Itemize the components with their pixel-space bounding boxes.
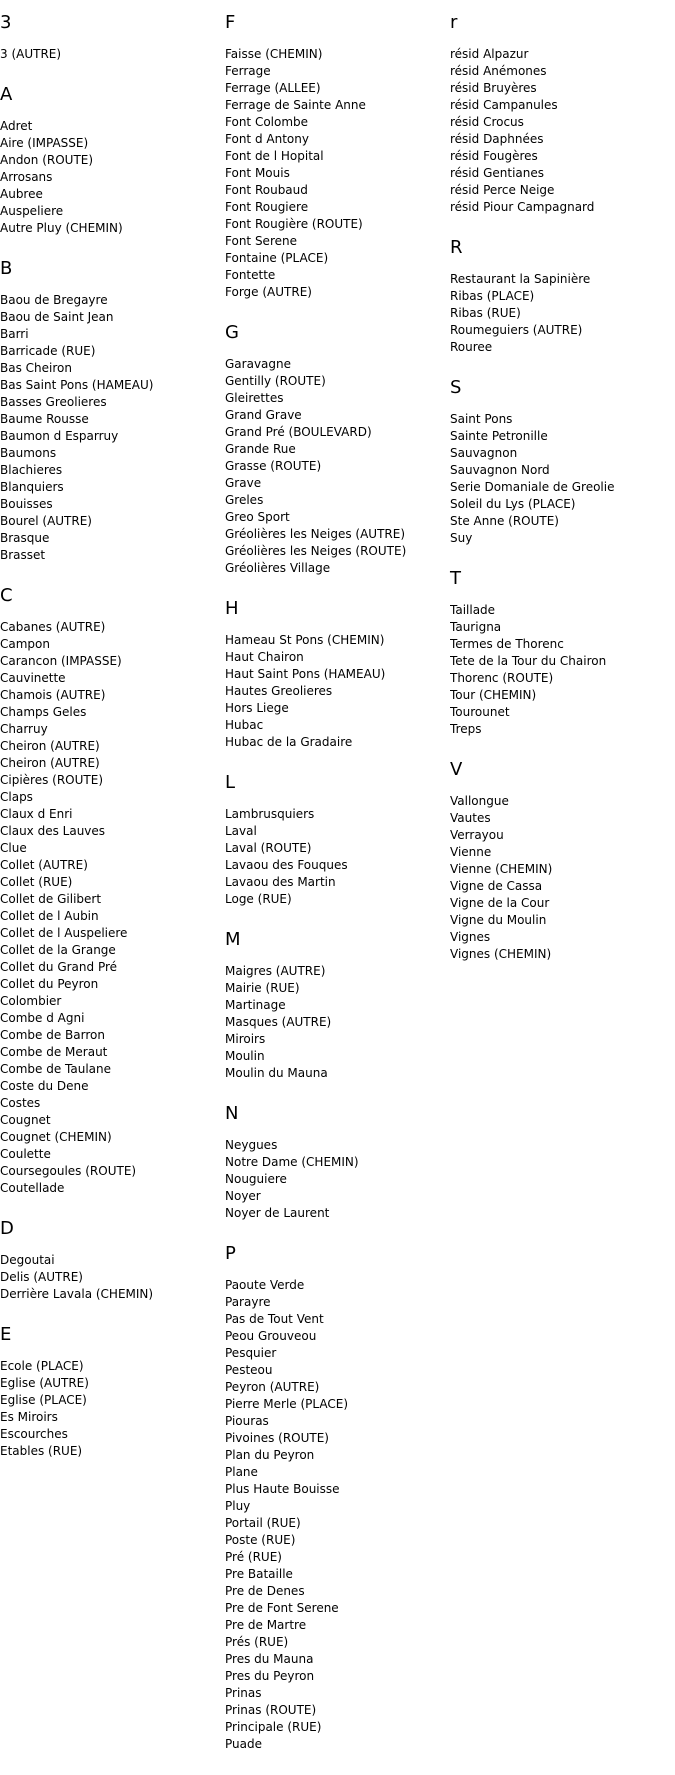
street-item[interactable]: Claux d Enri xyxy=(0,807,73,821)
section-letter: C xyxy=(0,585,13,606)
letter-group xyxy=(225,1104,450,1222)
street-item[interactable]: Prés (RUE) xyxy=(225,1635,289,1649)
street-item[interactable]: Collet (AUTRE) xyxy=(0,858,88,872)
letter-group xyxy=(450,238,675,356)
street-item[interactable]: Grave xyxy=(225,476,262,490)
street-item[interactable]: Bas Saint Pons (HAMEAU) xyxy=(0,378,154,392)
street-item[interactable]: Clue xyxy=(0,841,27,855)
street-item[interactable]: résid Campanules xyxy=(450,98,558,112)
street-item[interactable]: Laval (ROUTE) xyxy=(225,841,312,855)
street-item[interactable]: Prinas xyxy=(225,1686,262,1700)
street-item[interactable]: Noyer de Laurent xyxy=(225,1206,330,1220)
street-item[interactable]: Taillade xyxy=(450,603,496,617)
street-item[interactable]: Faisse (CHEMIN) xyxy=(225,47,323,61)
street-item[interactable]: Thorenc (ROUTE) xyxy=(450,671,554,685)
street-item[interactable]: Autre Pluy (CHEMIN) xyxy=(0,221,123,235)
street-item[interactable]: Grande Rue xyxy=(225,442,296,456)
street-item[interactable]: Barri xyxy=(0,327,29,341)
column-2 xyxy=(225,0,450,1775)
letter-group xyxy=(225,599,450,751)
street-item[interactable]: Pas de Tout Vent xyxy=(225,1312,324,1326)
street-item[interactable]: Gréolières les Neiges (AUTRE) xyxy=(225,527,406,541)
street-item[interactable]: Collet de Gilibert xyxy=(0,892,102,906)
street-item[interactable]: Lambrusquiers xyxy=(225,807,315,821)
street-item[interactable]: Piouras xyxy=(225,1414,269,1428)
street-item[interactable]: Font Roubaud xyxy=(225,183,308,197)
street-item[interactable]: Tete de la Tour du Chairon xyxy=(450,654,607,668)
section-letter: R xyxy=(450,237,463,258)
street-item[interactable]: Vallongue xyxy=(450,794,509,808)
street-item[interactable]: Combe de Barron xyxy=(0,1028,105,1042)
street-item[interactable]: résid Alpazur xyxy=(450,47,529,61)
letter-group xyxy=(0,85,225,237)
section-letter: S xyxy=(450,377,462,398)
letter-group xyxy=(0,1219,225,1303)
street-item[interactable]: Font Mouis xyxy=(225,166,290,180)
street-item[interactable]: Pesquier xyxy=(225,1346,277,1360)
street-item[interactable]: Carancon (IMPASSE) xyxy=(0,654,122,668)
street-item[interactable]: Cheiron (AUTRE) xyxy=(0,756,100,770)
street-item[interactable]: Vignes (CHEMIN) xyxy=(450,947,552,961)
street-item[interactable]: Pierre Merle (PLACE) xyxy=(225,1397,348,1411)
street-item[interactable]: Vigne de Cassa xyxy=(450,879,543,893)
street-item[interactable]: Hubac de la Gradaire xyxy=(225,735,353,749)
street-item[interactable]: Aire (IMPASSE) xyxy=(0,136,89,150)
street-item[interactable]: Arrosans xyxy=(0,170,53,184)
street-item[interactable]: Portail (RUE) xyxy=(225,1516,301,1530)
letter-group xyxy=(0,586,225,1197)
letter-group xyxy=(450,569,675,738)
street-item[interactable]: Greles xyxy=(225,493,264,507)
street-item[interactable]: Brasque xyxy=(0,531,50,545)
street-item[interactable]: Baumon d Esparruy xyxy=(0,429,119,443)
street-item[interactable]: Plan du Peyron xyxy=(225,1448,315,1462)
street-item[interactable]: Treps xyxy=(450,722,482,736)
street-item[interactable]: résid Bruyères xyxy=(450,81,537,95)
street-item[interactable]: Adret xyxy=(0,119,33,133)
street-item[interactable]: Coursegoules (ROUTE) xyxy=(0,1164,137,1178)
street-item[interactable]: Vautes xyxy=(450,811,491,825)
street-item[interactable]: Font Serene xyxy=(225,234,297,248)
street-item[interactable]: Nouguiere xyxy=(225,1172,287,1186)
street-item[interactable]: Cabanes (AUTRE) xyxy=(0,620,106,634)
street-item[interactable]: Degoutai xyxy=(0,1253,55,1267)
street-item[interactable]: Moulin du Mauna xyxy=(225,1066,328,1080)
street-item[interactable]: Termes de Thorenc xyxy=(450,637,564,651)
street-item[interactable]: Grand Grave xyxy=(225,408,302,422)
street-item[interactable]: Cipières (ROUTE) xyxy=(0,773,104,787)
street-item[interactable]: Puade xyxy=(225,1737,262,1751)
street-item[interactable]: Poste (RUE) xyxy=(225,1533,296,1547)
street-item[interactable]: Pres du Mauna xyxy=(225,1652,314,1666)
column-3 xyxy=(450,0,675,985)
street-item[interactable]: Charruy xyxy=(0,722,48,736)
section-letter: H xyxy=(225,598,239,619)
street-item[interactable]: Sauvagnon xyxy=(450,446,518,460)
street-item[interactable]: Vienne (CHEMIN) xyxy=(450,862,553,876)
street-item[interactable]: Baou de Saint Jean xyxy=(0,310,114,324)
letter-group xyxy=(450,760,675,963)
street-item[interactable]: Andon (ROUTE) xyxy=(0,153,94,167)
street-item[interactable]: Neygues xyxy=(225,1138,278,1152)
street-item[interactable]: Miroirs xyxy=(225,1032,266,1046)
street-item[interactable]: Bourel (AUTRE) xyxy=(0,514,92,528)
street-item[interactable]: Combe d Agni xyxy=(0,1011,85,1025)
street-item[interactable]: Font Rougière (ROUTE) xyxy=(225,217,363,231)
street-item[interactable]: Lavaou des Fouques xyxy=(225,858,348,872)
street-item[interactable]: Collet (RUE) xyxy=(0,875,73,889)
street-item[interactable]: résid Crocus xyxy=(450,115,524,129)
street-item[interactable]: Coste du Dene xyxy=(0,1079,89,1093)
street-item[interactable]: Pluy xyxy=(225,1499,251,1513)
street-item[interactable]: Eglise (AUTRE) xyxy=(0,1376,89,1390)
street-item[interactable]: Forge (AUTRE) xyxy=(225,285,312,299)
street-item[interactable]: Saint Pons xyxy=(450,412,513,426)
section-letter: r xyxy=(450,12,458,33)
street-item[interactable]: Coulette xyxy=(0,1147,51,1161)
street-item[interactable]: Martinage xyxy=(225,998,286,1012)
street-item[interactable]: Gréolières Village xyxy=(225,561,331,575)
street-item[interactable]: Restaurant la Sapinière xyxy=(450,272,591,286)
street-item[interactable]: Collet de l Auspeliere xyxy=(0,926,128,940)
street-item[interactable]: Ribas (RUE) xyxy=(450,306,521,320)
street-item[interactable]: Font de l Hopital xyxy=(225,149,324,163)
street-item[interactable]: Etables (RUE) xyxy=(0,1444,83,1458)
street-item[interactable]: Bouisses xyxy=(0,497,53,511)
street-item[interactable]: Combe de Taulane xyxy=(0,1062,112,1076)
letter-group xyxy=(450,378,675,547)
letter-group xyxy=(0,1325,225,1460)
street-item[interactable]: Bas Cheiron xyxy=(0,361,72,375)
street-item[interactable]: Collet de l Aubin xyxy=(0,909,99,923)
letter-group xyxy=(450,13,675,216)
street-item[interactable]: Ferrage de Sainte Anne xyxy=(225,98,366,112)
street-item[interactable]: Cauvinette xyxy=(0,671,66,685)
street-item[interactable]: Principale (RUE) xyxy=(225,1720,322,1734)
section-letter: L xyxy=(225,772,236,793)
street-item[interactable]: Ste Anne (ROUTE) xyxy=(450,514,559,528)
street-item[interactable]: Hors Liege xyxy=(225,701,289,715)
street-item[interactable]: Pivoines (ROUTE) xyxy=(225,1431,329,1445)
street-item[interactable]: Lavaou des Martin xyxy=(225,875,336,889)
street-item[interactable]: Derrière Lavala (CHEMIN) xyxy=(0,1287,154,1301)
street-item[interactable]: Vienne xyxy=(450,845,492,859)
street-item[interactable]: Pre Bataille xyxy=(225,1567,293,1581)
street-item[interactable]: Pres du Peyron xyxy=(225,1669,315,1683)
letter-group xyxy=(0,13,225,63)
street-item[interactable]: résid Daphnées xyxy=(450,132,544,146)
street-item[interactable]: résid Fougères xyxy=(450,149,538,163)
letter-group xyxy=(225,13,450,301)
street-item[interactable]: Blanquiers xyxy=(0,480,64,494)
street-item[interactable]: Taurigna xyxy=(450,620,502,634)
section-letter: 3 xyxy=(0,12,12,33)
section-letter: E xyxy=(0,1324,12,1345)
letter-group xyxy=(0,259,225,564)
letter-group xyxy=(225,1244,450,1753)
section-letter: V xyxy=(450,759,463,780)
street-item[interactable]: Ecole (PLACE) xyxy=(0,1359,84,1373)
street-item[interactable]: Tourounet xyxy=(450,705,510,719)
street-item[interactable]: Ferrage (ALLEE) xyxy=(225,81,321,95)
street-item[interactable]: Brasset xyxy=(0,548,46,562)
street-item[interactable]: Hautes Greolieres xyxy=(225,684,333,698)
street-item[interactable]: Gleirettes xyxy=(225,391,284,405)
letter-group xyxy=(225,323,450,577)
street-item[interactable]: Plus Haute Bouisse xyxy=(225,1482,340,1496)
street-item[interactable]: Chamois (AUTRE) xyxy=(0,688,106,702)
street-item[interactable]: Rouree xyxy=(450,340,493,354)
street-item[interactable]: Baume Rousse xyxy=(0,412,89,426)
street-item[interactable]: Hubac xyxy=(225,718,264,732)
street-item[interactable]: Laval xyxy=(225,824,257,838)
street-item[interactable]: Basses Greolieres xyxy=(0,395,107,409)
street-item[interactable]: Masques (AUTRE) xyxy=(225,1015,332,1029)
street-item[interactable]: Baou de Bregayre xyxy=(0,293,108,307)
street-item[interactable]: Fontette xyxy=(225,268,276,282)
street-item[interactable]: Notre Dame (CHEMIN) xyxy=(225,1155,359,1169)
street-item[interactable]: Grasse (ROUTE) xyxy=(225,459,322,473)
street-item[interactable]: Garavagne xyxy=(225,357,291,371)
section-letter: B xyxy=(0,258,13,279)
street-item[interactable]: Paoute Verde xyxy=(225,1278,305,1292)
street-item[interactable]: Collet du Peyron xyxy=(0,977,99,991)
street-item[interactable]: Tour (CHEMIN) xyxy=(450,688,537,702)
street-item[interactable]: Costes xyxy=(0,1096,41,1110)
street-item[interactable]: 3 (AUTRE) xyxy=(0,47,62,61)
street-item[interactable]: Loge (RUE) xyxy=(225,892,292,906)
street-item[interactable]: Pre de Martre xyxy=(225,1618,307,1632)
street-item[interactable]: Ribas (PLACE) xyxy=(450,289,535,303)
street-item[interactable]: Font Colombe xyxy=(225,115,309,129)
street-item[interactable]: Parayre xyxy=(225,1295,271,1309)
street-item[interactable]: Coutellade xyxy=(0,1181,65,1195)
street-item[interactable]: Hameau St Pons (CHEMIN) xyxy=(225,633,385,647)
street-item[interactable]: Champs Geles xyxy=(0,705,87,719)
letter-group xyxy=(225,773,450,908)
street-item[interactable]: Noyer xyxy=(225,1189,261,1203)
street-item[interactable]: Colombier xyxy=(0,994,62,1008)
street-item[interactable]: Moulin xyxy=(225,1049,265,1063)
street-item[interactable]: Maigres (AUTRE) xyxy=(225,964,326,978)
letter-group xyxy=(225,930,450,1082)
section-letter: F xyxy=(225,12,236,33)
street-item[interactable]: Soleil du Lys (PLACE) xyxy=(450,497,576,511)
street-item[interactable]: Eglise (PLACE) xyxy=(0,1393,87,1407)
section-letter: D xyxy=(0,1218,14,1239)
street-item[interactable]: Combe de Meraut xyxy=(0,1045,108,1059)
street-item[interactable]: résid Anémones xyxy=(450,64,547,78)
street-item[interactable]: Haut Chairon xyxy=(225,650,304,664)
street-item[interactable]: Prinas (ROUTE) xyxy=(225,1703,317,1717)
street-item[interactable]: Fontaine (PLACE) xyxy=(225,251,329,265)
street-item[interactable]: Delis (AUTRE) xyxy=(0,1270,83,1284)
street-item[interactable]: Campon xyxy=(0,637,50,651)
street-item[interactable]: Peou Grouveou xyxy=(225,1329,317,1343)
street-item[interactable]: Aubree xyxy=(0,187,43,201)
street-item[interactable]: Baumons xyxy=(0,446,57,460)
street-item[interactable]: Vigne du Moulin xyxy=(450,913,547,927)
street-item[interactable]: Font d Antony xyxy=(225,132,309,146)
street-item[interactable]: Auspeliere xyxy=(0,204,64,218)
street-item[interactable]: résid Perce Neige xyxy=(450,183,555,197)
street-item[interactable]: Serie Domaniale de Greolie xyxy=(450,480,615,494)
street-item[interactable]: Pre de Denes xyxy=(225,1584,305,1598)
street-item[interactable]: Suy xyxy=(450,531,473,545)
street-item[interactable]: Roumeguiers (AUTRE) xyxy=(450,323,583,337)
street-item[interactable]: Ferrage xyxy=(225,64,271,78)
street-item[interactable]: Peyron (AUTRE) xyxy=(225,1380,320,1394)
section-letter: M xyxy=(225,929,241,950)
street-item[interactable]: Barricade (RUE) xyxy=(0,344,96,358)
street-item[interactable]: résid Gentianes xyxy=(450,166,544,180)
street-item[interactable]: Pesteou xyxy=(225,1363,273,1377)
street-item[interactable]: Verrayou xyxy=(450,828,504,842)
street-item[interactable]: Font Rougiere xyxy=(225,200,309,214)
street-item[interactable]: Plane xyxy=(225,1465,258,1479)
street-item[interactable]: Claux des Lauves xyxy=(0,824,106,838)
street-item[interactable]: Sainte Petronille xyxy=(450,429,548,443)
street-item[interactable]: Escourches xyxy=(0,1427,68,1441)
column-1 xyxy=(0,0,225,1482)
street-item[interactable]: Mairie (RUE) xyxy=(225,981,300,995)
section-letter: T xyxy=(450,568,461,589)
street-item[interactable]: Gentilly (ROUTE) xyxy=(225,374,326,388)
section-letter: N xyxy=(225,1103,239,1124)
street-item[interactable]: Blachieres xyxy=(0,463,63,477)
street-item[interactable]: Es Miroirs xyxy=(0,1410,58,1424)
street-item[interactable]: Claps xyxy=(0,790,33,804)
street-item[interactable]: Gréolières les Neiges (ROUTE) xyxy=(225,544,407,558)
street-item[interactable]: Haut Saint Pons (HAMEAU) xyxy=(225,667,386,681)
street-item[interactable]: Grand Pré (BOULEVARD) xyxy=(225,425,372,439)
section-letter: P xyxy=(225,1243,236,1264)
street-item[interactable]: Vignes xyxy=(450,930,491,944)
street-item[interactable]: Collet du Grand Pré xyxy=(0,960,118,974)
street-item[interactable]: Vigne de la Cour xyxy=(450,896,550,910)
street-item[interactable]: Cheiron (AUTRE) xyxy=(0,739,100,753)
section-letter: G xyxy=(225,322,239,343)
street-item[interactable]: Collet de la Grange xyxy=(0,943,116,957)
street-item[interactable]: Greo Sport xyxy=(225,510,290,524)
street-item[interactable]: résid Piour Campagnard xyxy=(450,200,595,214)
street-item[interactable]: Pré (RUE) xyxy=(225,1550,282,1564)
section-letter: A xyxy=(0,84,13,105)
street-item[interactable]: Pre de Font Serene xyxy=(225,1601,339,1615)
street-item[interactable]: Cougnet (CHEMIN) xyxy=(0,1130,112,1144)
street-item[interactable]: Cougnet xyxy=(0,1113,51,1127)
street-item[interactable]: Sauvagnon Nord xyxy=(450,463,550,477)
